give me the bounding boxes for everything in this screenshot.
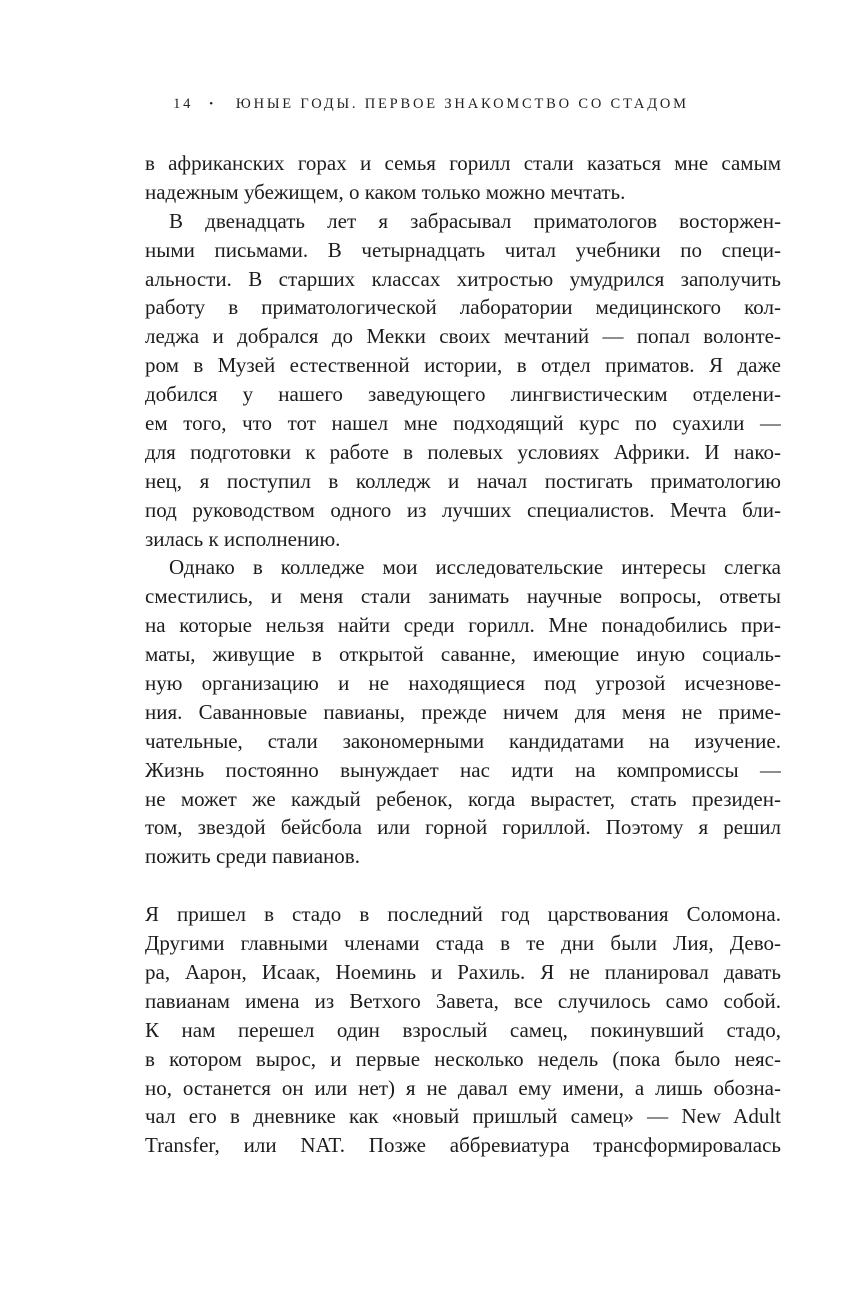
text-line: для подготовки к работе в полевых условиях Африки. И нако-	[145, 439, 781, 464]
text-line: работу в приматологической лаборатории медицинского кол-	[145, 295, 781, 320]
text-line: сместились, и меня стали занимать научные вопросы, ответы	[145, 584, 781, 609]
page-number: 14	[173, 96, 194, 112]
text-line: Transfer, или NAT. Позже аббревиатура трансформировалась	[145, 1133, 781, 1158]
text-line: Жизнь постоянно вынуждает нас идти на компромиссы —	[145, 757, 781, 782]
text-line: ными письмами. В четырнадцать читал учебники по специ-	[145, 237, 781, 262]
text-line: ром в Музей естественной истории, в отдел приматов. Я даже	[145, 353, 781, 378]
text-line: добился у нашего заведующего лингвистическим отделени-	[145, 382, 781, 407]
text-line: под руководством одного из лучших специалистов. Мечта бли-	[145, 497, 781, 522]
text-line: в африканских горах и семья горилл стали казаться мне самым	[145, 151, 781, 175]
text-line: чал его в дневнике как «новый пришлый самец» — New Adult	[145, 1104, 781, 1129]
text-line: ния. Саванновые павианы, прежде ничем для меня не приме-	[145, 699, 781, 724]
text-line: альности. В старших классах хитростью умудрился заполучить	[145, 266, 781, 291]
text-line: К нам перешел один взрослый самец, покинувший стадо,	[145, 1017, 781, 1042]
text-line: чательные, стали закономерными кандидатами на изучение.	[145, 728, 781, 753]
text-line: надежным убежищем, о каком только можно мечтать.	[145, 179, 626, 204]
page-body	[145, 149, 781, 1160]
text-line: ра, Аарон, Исаак, Ноеминь и Рахиль. Я не планировал давать	[145, 959, 781, 984]
text-line: том, звездой бейсбола или горной гориллой. Поэтому я решил	[145, 815, 781, 840]
text-line: Я пришел в стадо в последний год царствования Соломона.	[145, 902, 781, 927]
text-line: не может же каждый ребенок, когда вырастет, стать президен-	[145, 786, 781, 811]
text-line: но, останется он или нет) я не давал ему имени, а лишь обозна-	[145, 1075, 781, 1100]
chapter-title: ЮНЫЕ ГОДЫ. ПЕРВОЕ ЗНАКОМСТВО СО СТАДОМ	[235, 96, 689, 112]
text-line: в котором вырос, и первые несколько недель (пока было неяс-	[145, 1046, 781, 1071]
text-line: Однако в колледже мои исследовательские интересы слегка	[169, 555, 781, 580]
text-line: пожить среди павианов.	[145, 844, 360, 869]
text-line: на которые нельзя найти среди горилл. Мне понадобились при-	[145, 613, 781, 638]
text-line: павианам имена из Ветхого Завета, все случилось само собой.	[145, 988, 781, 1013]
text-line: маты, живущие в открытой саванне, имеющие иную социаль-	[145, 642, 781, 667]
text-line: нец, я поступил в колледж и начал постигать приматологию	[145, 468, 781, 493]
bullet-separator: •	[209, 97, 216, 110]
text-line: зилась к исполнению.	[145, 526, 341, 551]
section-break	[145, 871, 781, 900]
running-head	[0, 96, 862, 113]
text-line: В двенадцать лет я забрасывал приматологов восторжен-	[169, 208, 781, 233]
text-line: Другими главными членами стада в те дни были Лия, Дево-	[145, 931, 781, 956]
text-line: ную организацию и не находящиеся под угрозой исчезнове-	[145, 671, 781, 696]
text-line: леджа и добрался до Мекки своих мечтаний — попал волонте-	[145, 324, 781, 349]
text-line: ем того, что тот нашел мне подходящий курс по суахили —	[145, 411, 781, 436]
